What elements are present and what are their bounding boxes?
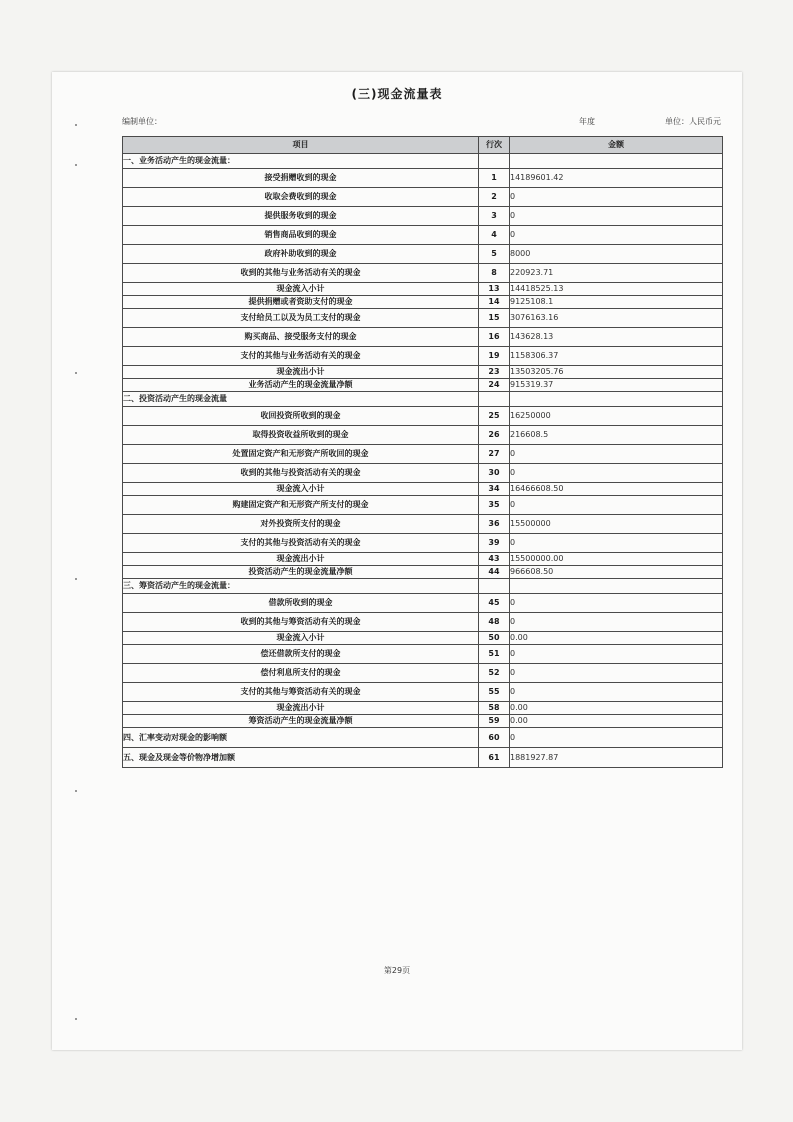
row-amount: 1881927.87 xyxy=(510,748,723,768)
row-item: 借款所收到的现金 xyxy=(123,594,479,613)
table-row xyxy=(123,594,723,613)
scan-speck xyxy=(75,372,77,374)
section-row xyxy=(123,579,723,594)
row-amount: 14418525.13 xyxy=(510,283,723,296)
row-item: 一、业务活动产生的现金流量： xyxy=(123,154,479,169)
row-line-number: 24 xyxy=(479,379,510,392)
row-line-number: 34 xyxy=(479,483,510,496)
document-page xyxy=(52,72,742,1050)
table-row xyxy=(123,715,723,728)
row-line-number: 39 xyxy=(479,534,510,553)
row-amount: 0 xyxy=(510,226,723,245)
table-row xyxy=(123,264,723,283)
scan-speck xyxy=(75,124,77,126)
row-line-number: 60 xyxy=(479,728,510,748)
row-amount: 0 xyxy=(510,496,723,515)
row-amount xyxy=(510,392,723,407)
row-item: 收回投资所收到的现金 xyxy=(123,407,479,426)
row-line-number: 36 xyxy=(479,515,510,534)
row-item: 支付给员工以及为员工支付的现金 xyxy=(123,309,479,328)
table-row xyxy=(123,207,723,226)
row-item: 投资活动产生的现金流量净额 xyxy=(123,566,479,579)
row-item: 支付的其他与筹资活动有关的现金 xyxy=(123,683,479,702)
table-row xyxy=(123,496,723,515)
row-amount: 966608.50 xyxy=(510,566,723,579)
table-row xyxy=(123,534,723,553)
table-row xyxy=(123,226,723,245)
row-amount: 16250000 xyxy=(510,407,723,426)
row-amount: 8000 xyxy=(510,245,723,264)
row-line-number: 2 xyxy=(479,188,510,207)
row-amount xyxy=(510,579,723,594)
row-amount: 0 xyxy=(510,613,723,632)
table-row xyxy=(123,169,723,188)
row-amount: 13503205.76 xyxy=(510,366,723,379)
row-line-number: 13 xyxy=(479,283,510,296)
row-amount: 0 xyxy=(510,445,723,464)
row-item: 三、筹资活动产生的现金流量： xyxy=(123,579,479,594)
table-row xyxy=(123,702,723,715)
row-item: 处置固定资产和无形资产所收回的现金 xyxy=(123,445,479,464)
row-line-number: 3 xyxy=(479,207,510,226)
row-amount xyxy=(510,154,723,169)
section-row xyxy=(123,748,723,768)
row-amount: 0 xyxy=(510,594,723,613)
row-line-number xyxy=(479,579,510,594)
row-line-number: 44 xyxy=(479,566,510,579)
scan-speck xyxy=(75,1018,77,1020)
table-row xyxy=(123,645,723,664)
row-line-number: 23 xyxy=(479,366,510,379)
row-amount: 143628.13 xyxy=(510,328,723,347)
row-amount: 0.00 xyxy=(510,702,723,715)
table-row xyxy=(123,379,723,392)
table-row xyxy=(123,445,723,464)
row-line-number: 58 xyxy=(479,702,510,715)
row-amount: 1158306.37 xyxy=(510,347,723,366)
table-header-row xyxy=(123,137,723,154)
row-item: 对外投资所支付的现金 xyxy=(123,515,479,534)
header-line-number: 行次 xyxy=(479,137,510,154)
row-line-number: 5 xyxy=(479,245,510,264)
row-item: 提供服务收到的现金 xyxy=(123,207,479,226)
row-line-number: 30 xyxy=(479,464,510,483)
row-item: 收取会费收到的现金 xyxy=(123,188,479,207)
row-item: 业务活动产生的现金流量净额 xyxy=(123,379,479,392)
row-line-number: 48 xyxy=(479,613,510,632)
row-item: 支付的其他与业务活动有关的现金 xyxy=(123,347,479,366)
scan-speck xyxy=(75,578,77,580)
row-item: 二、投资活动产生的现金流量 xyxy=(123,392,479,407)
scan-speck xyxy=(75,790,77,792)
row-item: 收到的其他与投资活动有关的现金 xyxy=(123,464,479,483)
header-item: 项目 xyxy=(123,137,479,154)
row-item: 支付的其他与投资活动有关的现金 xyxy=(123,534,479,553)
section-row xyxy=(123,154,723,169)
row-item: 现金流入小计 xyxy=(123,483,479,496)
row-amount: 0 xyxy=(510,728,723,748)
page-number: 第29页 xyxy=(383,966,411,975)
row-line-number: 55 xyxy=(479,683,510,702)
row-line-number: 19 xyxy=(479,347,510,366)
row-line-number: 1 xyxy=(479,169,510,188)
row-line-number: 50 xyxy=(479,632,510,645)
page-title: (三)现金流量表 xyxy=(351,87,443,101)
table-row xyxy=(123,309,723,328)
row-line-number: 25 xyxy=(479,407,510,426)
row-amount: 9125108.1 xyxy=(510,296,723,309)
row-line-number: 14 xyxy=(479,296,510,309)
row-line-number xyxy=(479,154,510,169)
row-amount: 0.00 xyxy=(510,632,723,645)
row-item: 现金流入小计 xyxy=(123,632,479,645)
table-row xyxy=(123,366,723,379)
row-item: 接受捐赠收到的现金 xyxy=(123,169,479,188)
row-line-number: 16 xyxy=(479,328,510,347)
row-amount: 15500000 xyxy=(510,515,723,534)
table-row xyxy=(123,426,723,445)
table-row xyxy=(123,483,723,496)
row-item: 现金流出小计 xyxy=(123,553,479,566)
row-item: 四、汇率变动对现金的影响额 xyxy=(123,728,479,748)
row-item: 五、现金及现金等价物净增加额 xyxy=(123,748,479,768)
row-line-number: 45 xyxy=(479,594,510,613)
table-row xyxy=(123,245,723,264)
row-amount: 15500000.00 xyxy=(510,553,723,566)
row-item: 现金流出小计 xyxy=(123,366,479,379)
row-item: 购买商品、接受服务支付的现金 xyxy=(123,328,479,347)
section-row xyxy=(123,728,723,748)
row-line-number: 59 xyxy=(479,715,510,728)
table-row xyxy=(123,347,723,366)
table-row xyxy=(123,464,723,483)
table-row xyxy=(123,283,723,296)
row-amount: 0 xyxy=(510,683,723,702)
currency-unit-label: 单位：人民币元 xyxy=(665,117,721,126)
row-item: 现金流出小计 xyxy=(123,702,479,715)
table-row xyxy=(123,407,723,426)
table-row xyxy=(123,566,723,579)
row-amount: 220923.71 xyxy=(510,264,723,283)
row-amount: 0 xyxy=(510,645,723,664)
table-row xyxy=(123,515,723,534)
row-amount: 16466608.50 xyxy=(510,483,723,496)
row-item: 现金流入小计 xyxy=(123,283,479,296)
table-row xyxy=(123,683,723,702)
row-amount: 0 xyxy=(510,207,723,226)
row-amount: 0 xyxy=(510,188,723,207)
row-line-number xyxy=(479,392,510,407)
section-row xyxy=(123,392,723,407)
table-row xyxy=(123,188,723,207)
cash-flow-table xyxy=(122,136,723,768)
table-row xyxy=(123,328,723,347)
row-amount: 915319.37 xyxy=(510,379,723,392)
row-line-number: 4 xyxy=(479,226,510,245)
row-item: 偿付利息所支付的现金 xyxy=(123,664,479,683)
row-item: 政府补助收到的现金 xyxy=(123,245,479,264)
row-item: 取得投资收益所收到的现金 xyxy=(123,426,479,445)
row-line-number: 27 xyxy=(479,445,510,464)
row-item: 销售商品收到的现金 xyxy=(123,226,479,245)
table-row xyxy=(123,553,723,566)
row-item: 筹资活动产生的现金流量净额 xyxy=(123,715,479,728)
row-line-number: 26 xyxy=(479,426,510,445)
row-item: 收到的其他与业务活动有关的现金 xyxy=(123,264,479,283)
row-line-number: 15 xyxy=(479,309,510,328)
preparing-unit-label: 编制单位： xyxy=(122,117,162,126)
row-amount: 3076163.16 xyxy=(510,309,723,328)
row-item: 提供捐赠或者资助支付的现金 xyxy=(123,296,479,309)
table-row xyxy=(123,632,723,645)
row-amount: 14189601.42 xyxy=(510,169,723,188)
row-amount: 0.00 xyxy=(510,715,723,728)
table-row xyxy=(123,664,723,683)
table-row xyxy=(123,613,723,632)
row-item: 收到的其他与筹资活动有关的现金 xyxy=(123,613,479,632)
row-amount: 0 xyxy=(510,464,723,483)
row-line-number: 8 xyxy=(479,264,510,283)
row-line-number: 51 xyxy=(479,645,510,664)
row-line-number: 43 xyxy=(479,553,510,566)
row-line-number: 35 xyxy=(479,496,510,515)
row-item: 购建固定资产和无形资产所支付的现金 xyxy=(123,496,479,515)
row-amount: 216608.5 xyxy=(510,426,723,445)
table-row xyxy=(123,296,723,309)
row-line-number: 52 xyxy=(479,664,510,683)
row-line-number: 61 xyxy=(479,748,510,768)
row-amount: 0 xyxy=(510,664,723,683)
row-item: 偿还借款所支付的现金 xyxy=(123,645,479,664)
header-amount: 金额 xyxy=(510,137,723,154)
row-amount: 0 xyxy=(510,534,723,553)
scan-speck xyxy=(75,164,77,166)
year-label: 年度 xyxy=(579,117,595,126)
